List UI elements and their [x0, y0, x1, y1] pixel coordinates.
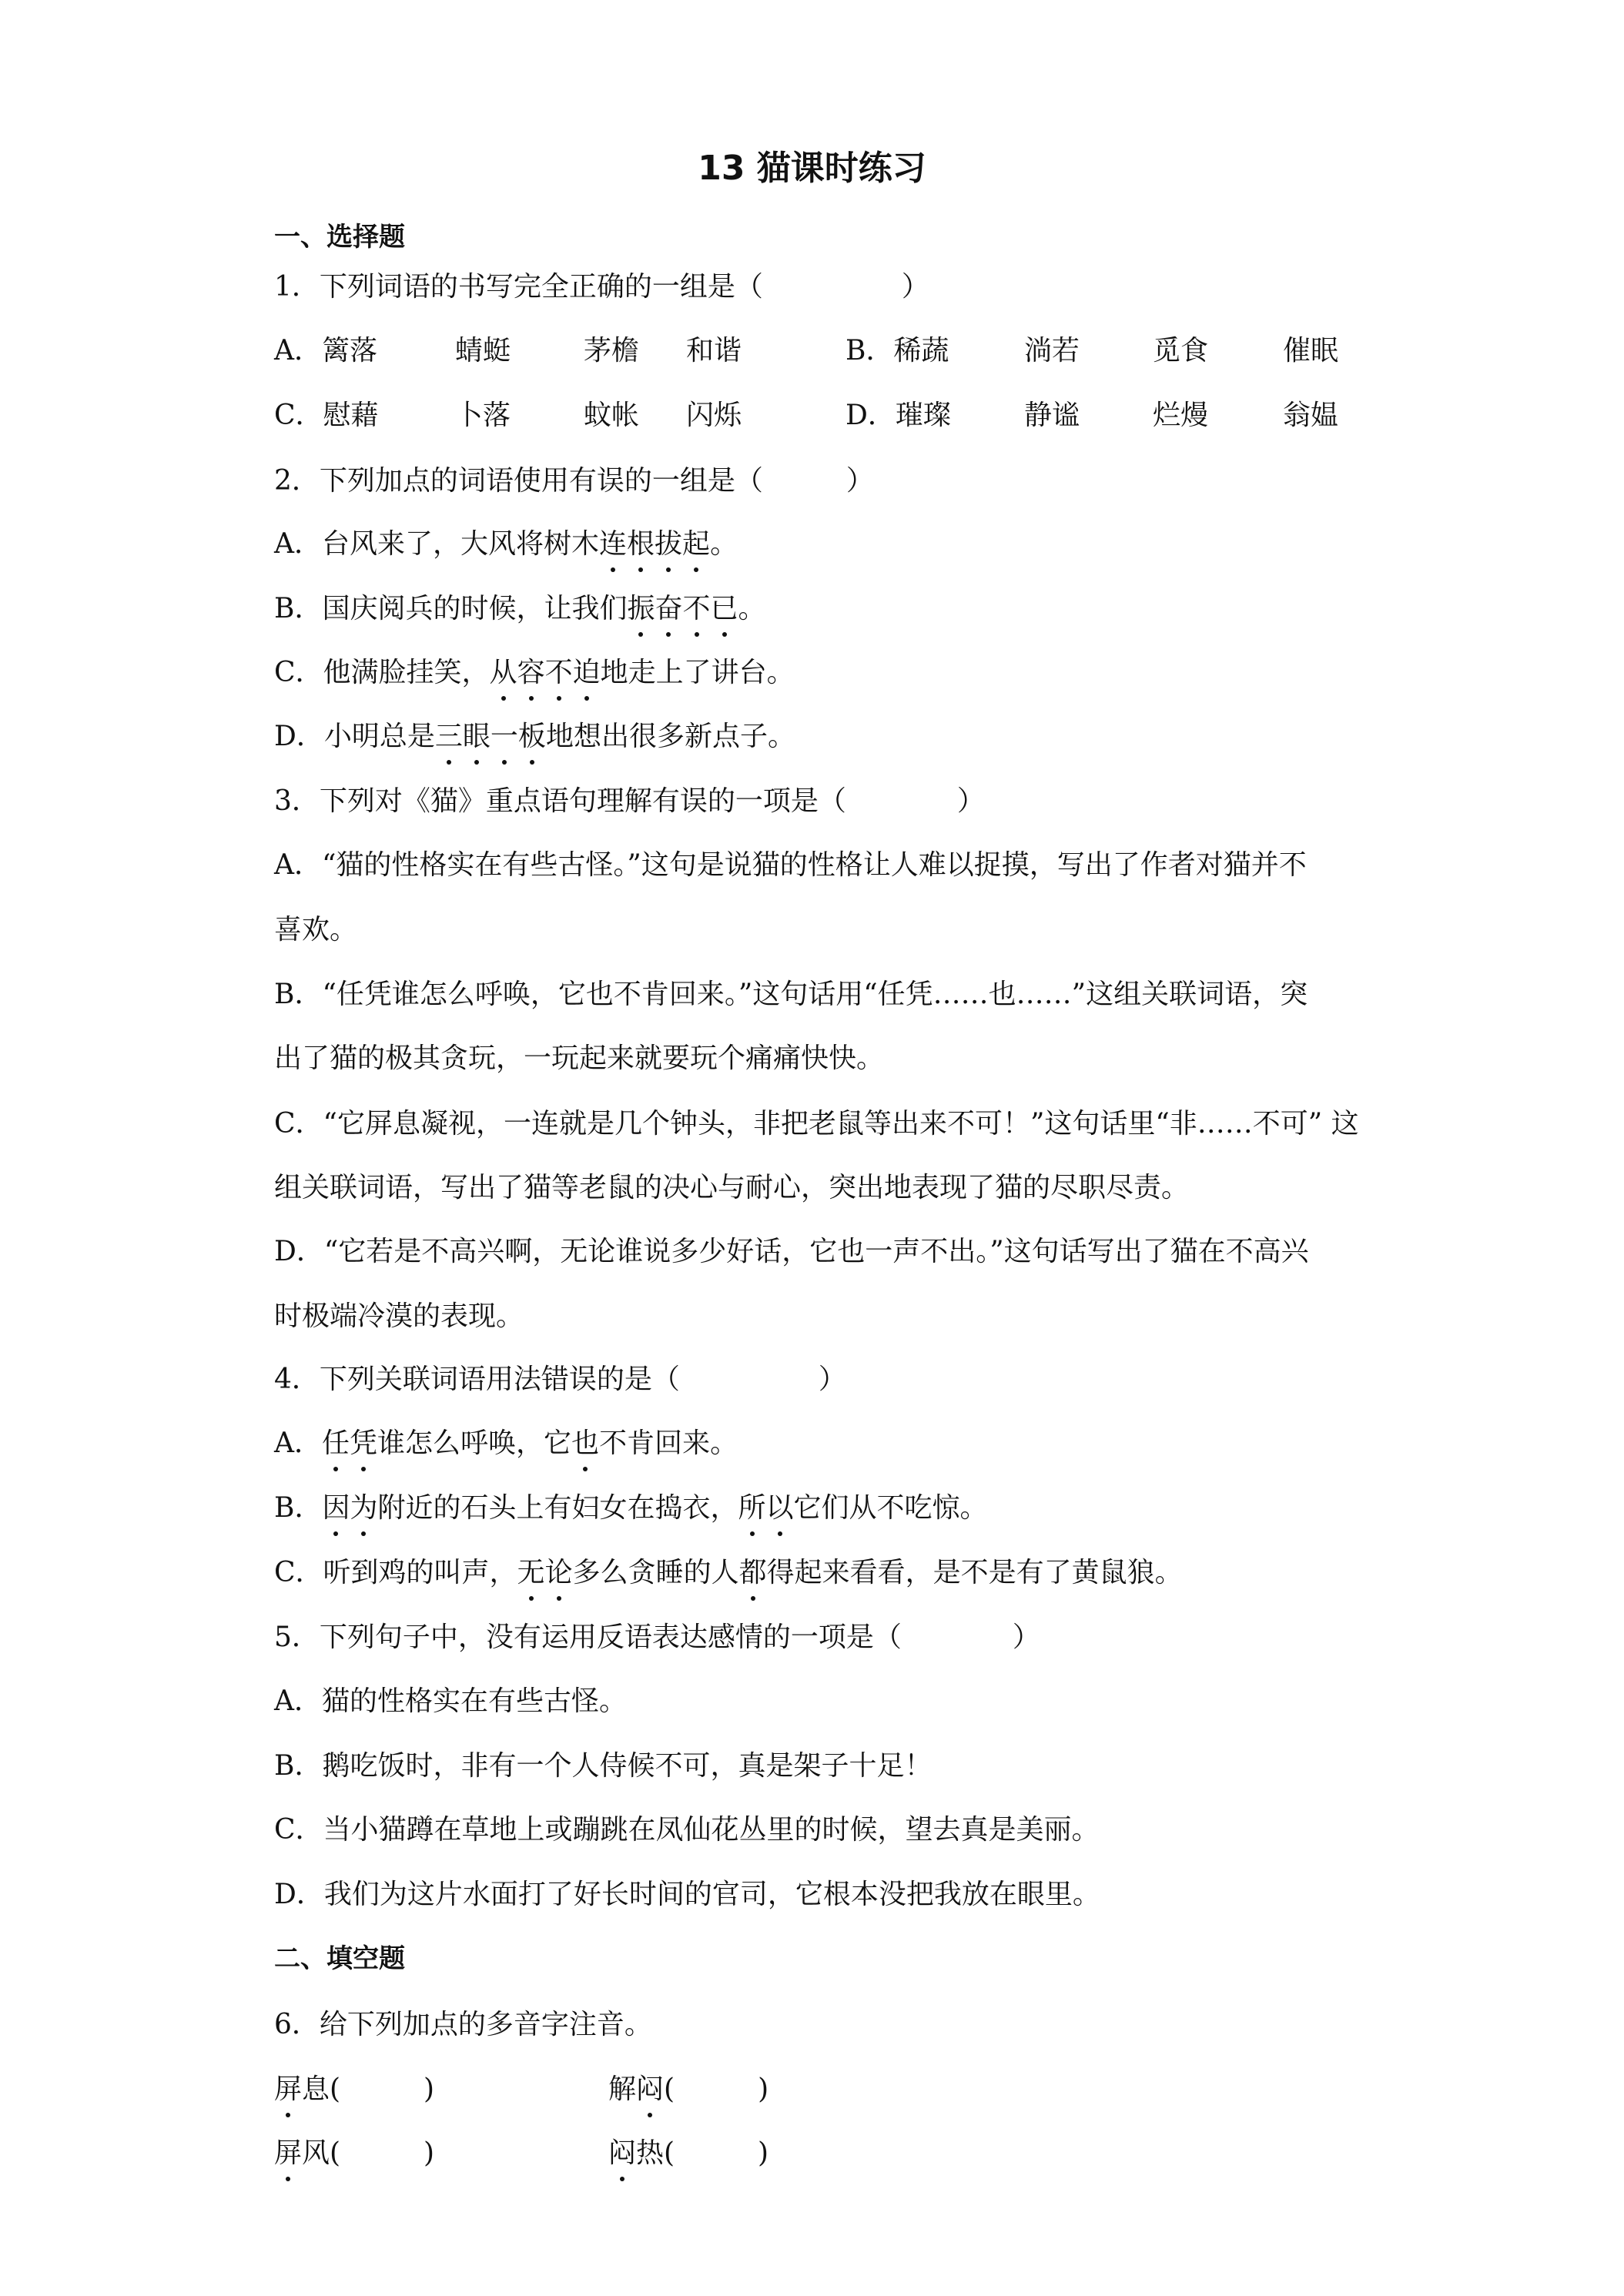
question-5-stem: 5．下列句子中，没有运用反语表达感情的一项是（ ） [274, 1622, 1040, 1653]
q1-option-c-word: 卜落 [455, 400, 511, 431]
q3-option-b-line1: B．“任凭谁怎么呼唤，它也不肯回来。”这句话用“任凭……也……”这组关联词语，突 [274, 979, 1308, 1010]
dotted-char: 因 [322, 1486, 350, 1525]
q1-option-c-label: C．慰藉 [274, 400, 379, 431]
q6-item-1: 屏息( ) [274, 2067, 434, 2107]
question-6-stem: 6．给下列加点的多音字注音。 [274, 2009, 652, 2040]
q6-item-2: 解闷( ) [608, 2067, 768, 2107]
q2-option-b: B．国庆阅兵的时候，让我们振奋不已。 [274, 587, 766, 626]
dotted-char: 任 [322, 1421, 350, 1461]
dotted-char: 屏 [274, 2131, 302, 2170]
dotted-char: 为 [350, 1486, 377, 1525]
dotted-char: 一 [491, 715, 518, 754]
dotted-char: 连 [599, 522, 627, 561]
dotted-char: 眼 [463, 715, 491, 754]
section-heading-fill-blank: 二、填空题 [274, 1943, 405, 1974]
dotted-char: 无 [517, 1551, 545, 1590]
q1-option-d-word: 烂熳 [1153, 400, 1209, 431]
dotted-char: 所 [738, 1486, 766, 1525]
q3-option-d-line2: 时极端冷漠的表现。 [274, 1300, 524, 1332]
q1-option-b-word: 催眠 [1283, 335, 1339, 366]
q1-option-d-word: 静谧 [1024, 400, 1080, 431]
q1-option-b-word: 觅食 [1153, 335, 1209, 366]
q1-option-d-label: D．璀璨 [845, 400, 951, 431]
q6-item-4: 闷热( ) [608, 2131, 768, 2170]
dotted-char: 屏 [274, 2067, 302, 2107]
q2-option-a: A．台风来了，大风将树木连根拔起。 [274, 522, 738, 561]
dotted-char: 板 [518, 715, 546, 754]
q3-option-a-line1: A．“猫的性格实在有些古怪。”这句是说猫的性格让人难以捉摸，写出了作者对猫并不 [274, 849, 1307, 881]
q4-option-c: C．听到鸡的叫声，无论多么贪睡的人都得起来看看，是不是有了黄鼠狼。 [274, 1551, 1183, 1590]
dotted-char: 不 [683, 587, 711, 626]
q6-item-3: 屏风( ) [274, 2131, 434, 2170]
dotted-char: 三 [435, 715, 463, 754]
page-title: 13 猫课时练习 [698, 149, 926, 188]
q1-option-a-word: 和谐 [686, 335, 742, 366]
question-2-stem: 2．下列加点的词语使用有误的一组是（ ） [274, 465, 874, 497]
q1-option-c-word: 蚊帐 [584, 400, 640, 431]
q2-option-c: C．他满脸挂笑，从容不迫地走上了讲台。 [274, 651, 795, 690]
section-heading-choice: 一、选择题 [274, 222, 405, 253]
dotted-char: 起 [682, 522, 710, 561]
q5-option-b: B．鹅吃饭时，非有一个人侍候不可，真是架子十足！ [274, 1750, 933, 1782]
q3-option-c-line2: 组关联词语，写出了猫等老鼠的决心与耐心，突出地表现了猫的尽职尽责。 [274, 1172, 1190, 1203]
q1-option-b-word: 淌若 [1024, 335, 1080, 366]
question-4-stem: 4．下列关联词语用法错误的是（ ） [274, 1364, 846, 1395]
q1-option-a-word: 蜻蜓 [455, 335, 511, 366]
question-3-stem: 3．下列对《猫》重点语句理解有误的一项是（ ） [274, 785, 985, 817]
q4-option-b: B．因为附近的石头上有妇女在捣衣，所以它们从不吃惊。 [274, 1486, 988, 1525]
q5-option-c: C．当小猫蹲在草地上或蹦跳在凤仙花丛里的时候，望去真是美丽。 [274, 1814, 1100, 1846]
dotted-char: 凭 [350, 1421, 377, 1461]
dotted-char: 根 [627, 522, 655, 561]
q4-option-a: A．任凭谁怎么呼唤，它也不肯回来。 [274, 1421, 738, 1461]
dotted-char: 不 [545, 651, 573, 690]
dotted-char: 拔 [655, 522, 682, 561]
q3-option-a-line2: 喜欢。 [274, 914, 358, 946]
dotted-char: 都 [739, 1551, 767, 1590]
q3-option-b-line2: 出了猫的极其贪玩，一玩起来就要玩个痛痛快快。 [274, 1043, 885, 1074]
q2-option-d: D．小明总是三眼一板地想出很多新点子。 [274, 715, 795, 754]
dotted-char: 振 [627, 587, 655, 626]
q5-option-a: A．猫的性格实在有些古怪。 [274, 1685, 627, 1717]
q3-option-c-line1: C．“它屏息凝视，一连就是几个钟头，非把老鼠等出来不可！”这句话里“非……不可” 这 [274, 1108, 1359, 1140]
q1-option-a-label: A．篱落 [274, 335, 377, 366]
q1-option-b-label: B．稀蔬 [845, 335, 949, 366]
dotted-char: 迫 [573, 651, 601, 690]
dotted-char: 从 [490, 651, 517, 690]
dotted-char: 闷 [608, 2131, 636, 2170]
dotted-char: 奋 [655, 587, 682, 626]
q1-option-d-word: 翁媪 [1283, 400, 1339, 431]
q3-option-d-line1: D．“它若是不高兴啊，无论谁说多少好话，它也一声不出。”这句话写出了猫在不高兴 [274, 1236, 1309, 1267]
q5-option-d: D．我们为这片水面打了好长时间的官司，它根本没把我放在眼里。 [274, 1879, 1100, 1910]
dotted-char: 容 [517, 651, 545, 690]
question-1-stem: 1．下列词语的书写完全正确的一组是（ ） [274, 271, 929, 303]
q1-option-a-word: 茅檐 [584, 335, 640, 366]
dotted-char: 也 [571, 1421, 599, 1461]
dotted-char: 闷 [636, 2067, 664, 2107]
dotted-char: 论 [545, 1551, 573, 1590]
q1-option-c-word: 闪烁 [686, 400, 742, 431]
dotted-char: 以 [766, 1486, 794, 1525]
dotted-char: 已 [711, 587, 738, 626]
